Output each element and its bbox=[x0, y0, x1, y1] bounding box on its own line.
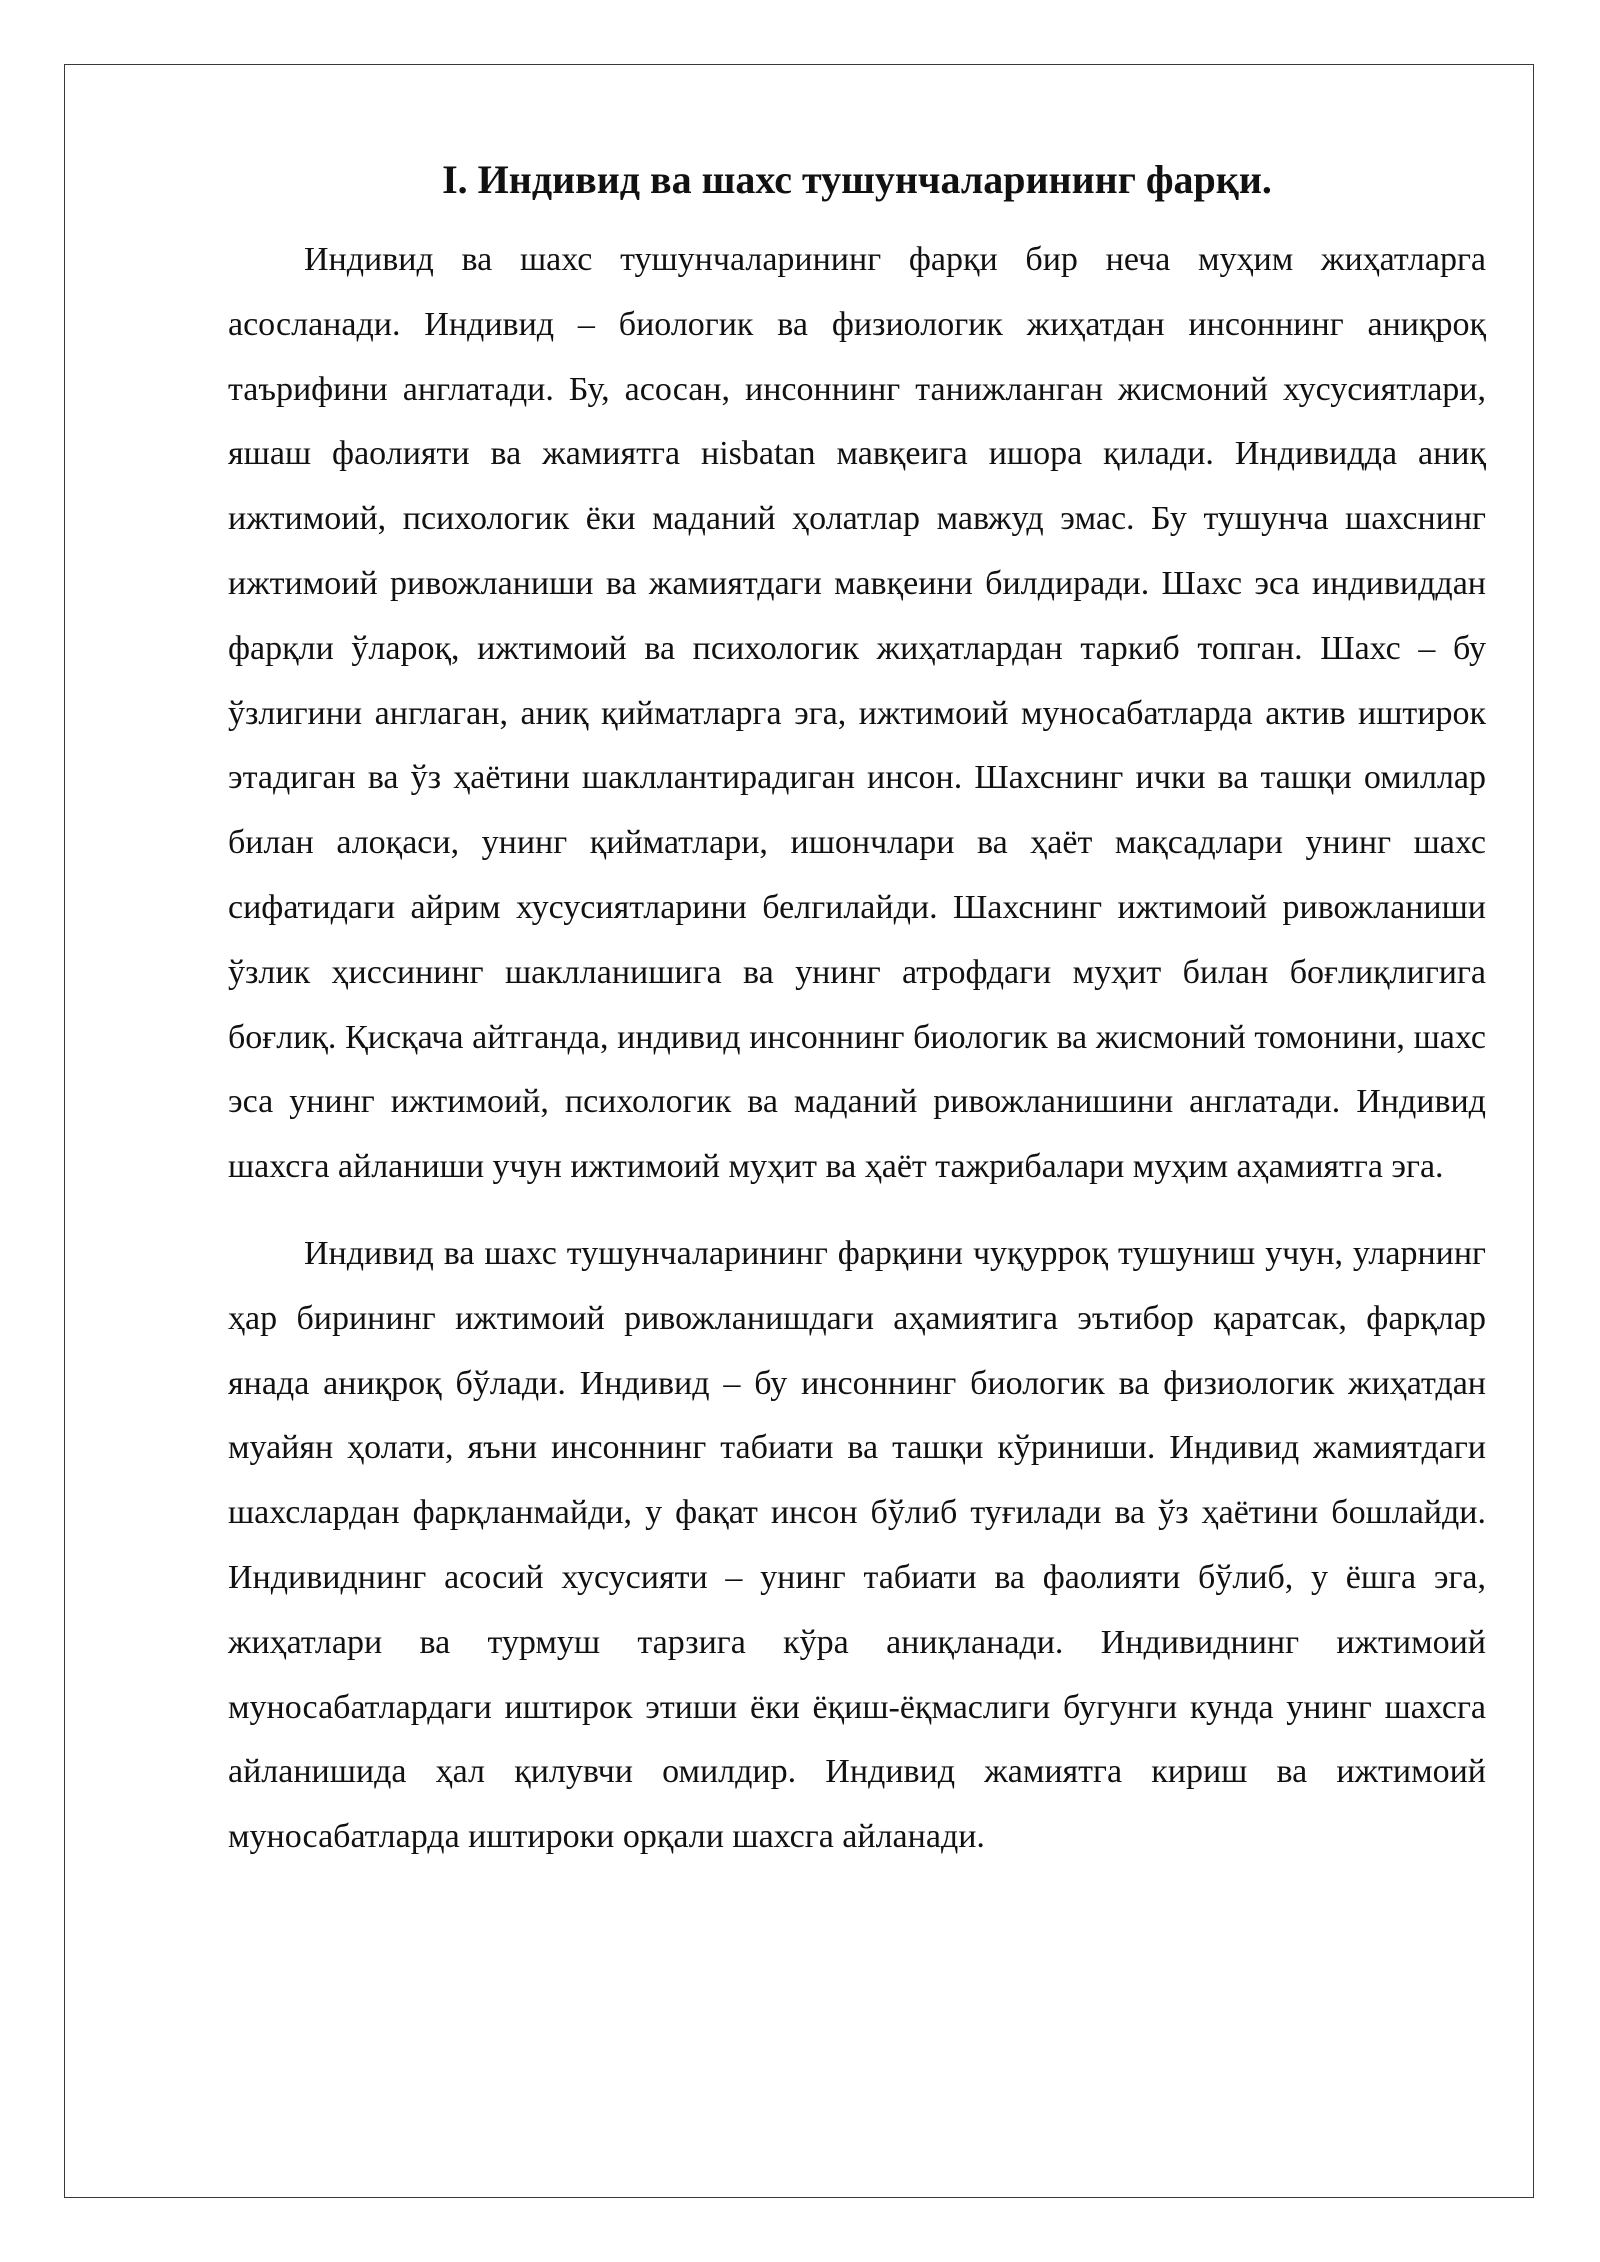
paragraph-2: Индивид ва шахс тушунчаларининг фарқини чуқурроқ тушуниш учун, уларнинг ҳар бирининг ижтимоий ривожланишдаги аҳамиятига эътибор қаратсак, фарқлар янада аниқроқ бўлади. Индивид – бу инсоннинг биологик ва физиологик жиҳатдан муайян ҳолати, яъни инсоннинг табиати ва ташқи кўриниши. Индивид жамиятдаги шахслардан фарқланмайди, у фақат инсон бўлиб туғилади ва ўз ҳаётини бошлайди. Индивиднинг асосий хусусияти – унинг табиати ва фаолияти бўлиб, у ёшга эга, жиҳатлари ва турмуш тарзига кўра аниқланади. Индивиднинг ижтимоий муносабатлардаги иштирок этиши ёки ёқиш-ёқмаслиги бугунги кунда унинг шахсга айланишида ҳал қилувчи омилдир. Индивид жамиятга кириш ва ижтимоий муносабатларда иштироки орқали шахсга айланади. bbox=[228, 1234, 1486, 1856]
document-title: I. Индивид ва шахс тушунчаларининг фарқи. bbox=[442, 157, 1272, 202]
paragraph-1: Индивид ва шахс тушунчаларининг фарқи бир неча муҳим жиҳатларга асосланади. Индивид – биологик ва физиологик жиҳатдан инсоннинг аниқроқ таърифини англатади. Бу, асосан, инсоннинг танижланган жисмоний хусусиятлари, яшаш фаолияти ва жамиятга нisbatan мавқеига ишора қилади. Индивидда аниқ ижтимоий, психологик ёки маданий ҳолатлар мавжуд эмас. Бу тушунча шахснинг ижтимоий ривожланиши ва жамиятдаги мавқеини билдиради. Шахс эса индивиддан фарқли ўлароқ, ижтимоий ва психологик жиҳатлардан таркиб топган. Шахс – бу ўзлигини англаган, аниқ қийматларга эга, ижтимоий муносабатларда актив иштирок этадиган ва ўз ҳаётини шакллантирадиган инсон. Шахснинг ички ва ташқи омиллар билан алоқаси, унинг қийматлари, ишончлари ва ҳаёт мақсадлари унинг шахс сифатидаги айрим хусусиятларини белгилайди. Шахснинг ижтимоий ривожланиши ўзлик ҳиссининг шаклланишига ва унинг атрофдаги муҳит билан боғлиқлигига боғлиқ. Қисқача айтганда, индивид инсоннинг биологик ва жисмоний томонини, шахс эса унинг ижтимоий, психологик ва маданий ривожланишини англатади. Индивид шахсга айланиши учун ижтимоий муҳит ва ҳаёт тажрибалари муҳим аҳамиятга эга. bbox=[228, 241, 1486, 1186]
document-body bbox=[228, 150, 1486, 1892]
